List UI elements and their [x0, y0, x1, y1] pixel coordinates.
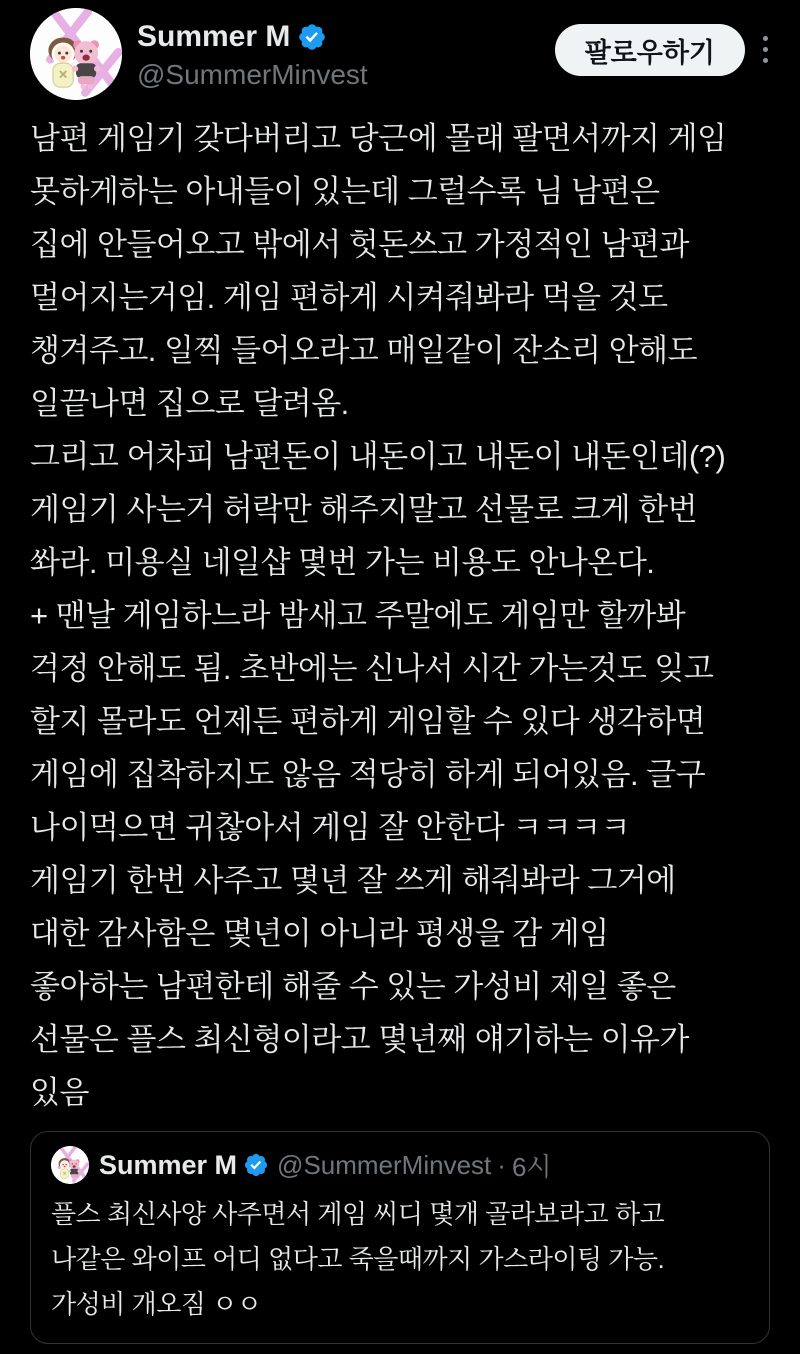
- text-line: 걱정 안해도 됨. 초반에는 신나서 시간 가는것도 잊고: [30, 651, 714, 686]
- text-line: 대한 감사함은 몇년이 아니라 평생을 감 게임: [30, 916, 609, 951]
- text-line: 나같은 와이프 어디 없다고 죽을때까지 가스라이팅 가능.: [51, 1244, 665, 1274]
- quoted-timestamp: 6시: [511, 1151, 552, 1182]
- ellipsis-dot: [763, 36, 768, 41]
- text-line: 있음: [30, 1075, 89, 1110]
- avatar-image: [30, 8, 122, 100]
- text-line: 쏴라. 미용실 네일샵 몇번 가는 비용도 안나온다.: [30, 545, 655, 580]
- text-line: 일끝나면 집으로 달려옴.: [30, 386, 349, 421]
- tweet-text: [30, 112, 770, 1119]
- verified-badge-icon: [297, 22, 327, 52]
- text-line: 선물은 플스 최신형이라고 몇년째 얘기하는 이유가: [30, 1022, 689, 1057]
- quoted-tweet-card[interactable]: [30, 1131, 770, 1344]
- text-line: + 맨날 게임하느라 밤새고 주말에도 게임만 할까봐: [30, 598, 686, 633]
- text-line: 게임기 사는거 허락만 해주지말고 선물로 크게 한번: [30, 492, 698, 527]
- quoted-tweet-header: [51, 1146, 749, 1184]
- ellipsis-dot: [763, 47, 768, 52]
- quoted-avatar-image: [51, 1146, 89, 1184]
- text-line: 못하게하는 아내들이 있는데 그럴수록 님 남편은: [30, 174, 660, 209]
- follow-button[interactable]: 팔로우하기: [555, 24, 745, 76]
- display-name[interactable]: Summer M: [137, 20, 291, 53]
- text-line: 그리고 어차피 남편돈이 내돈이고 내돈이 내돈인데(?): [30, 439, 726, 474]
- tweet-header: [30, 8, 770, 100]
- text-line: 챙겨주고. 일찍 들어오라고 매일같이 잔소리 안해도: [30, 333, 698, 368]
- text-line: 할지 몰라도 언제든 편하게 게임할 수 있다 생각하면: [30, 704, 706, 739]
- text-line: 멀어지는거임. 게임 편하게 시켜줘봐라 먹을 것도: [30, 280, 668, 315]
- quoted-tweet-text: [51, 1192, 749, 1327]
- text-line: 집에 안들어오고 밖에서 헛돈쓰고 가정적인 남편과: [30, 227, 689, 262]
- text-line: 나이먹으면 귀찮아서 게임 잘 안한다 ㅋㅋㅋㅋ: [30, 810, 631, 845]
- user-handle[interactable]: @SummerMinvest: [137, 59, 368, 90]
- avatar[interactable]: [30, 8, 122, 100]
- text-line: 좋아하는 남편한테 해줄 수 있는 가성비 제일 좋은: [30, 969, 676, 1004]
- quoted-avatar[interactable]: [51, 1146, 89, 1184]
- quoted-user-handle[interactable]: @SummerMinvest: [277, 1149, 492, 1180]
- quoted-separator: ·: [497, 1149, 506, 1180]
- text-line: 게임에 집착하지도 않음 적당히 하게 되어있음. 글구: [30, 757, 706, 792]
- text-line: 남편 게임기 갖다버리고 당근에 몰래 팔면서까지 게임: [30, 121, 727, 156]
- user-info: [137, 8, 368, 92]
- ellipsis-dot: [763, 58, 768, 63]
- text-line: 게임기 한번 사주고 몇년 잘 쓰게 해줘봐라 그거에: [30, 863, 676, 898]
- quoted-verified-badge-icon: [243, 1152, 269, 1178]
- text-line: 가성비 개오짐 ㅇㅇ: [51, 1289, 262, 1319]
- text-line: 플스 최신사양 사주면서 게임 씨디 몇개 골라보라고 하고: [51, 1199, 665, 1229]
- quoted-display-name[interactable]: Summer M: [99, 1149, 238, 1180]
- name-row: [137, 19, 368, 55]
- more-menu-icon[interactable]: [761, 34, 770, 65]
